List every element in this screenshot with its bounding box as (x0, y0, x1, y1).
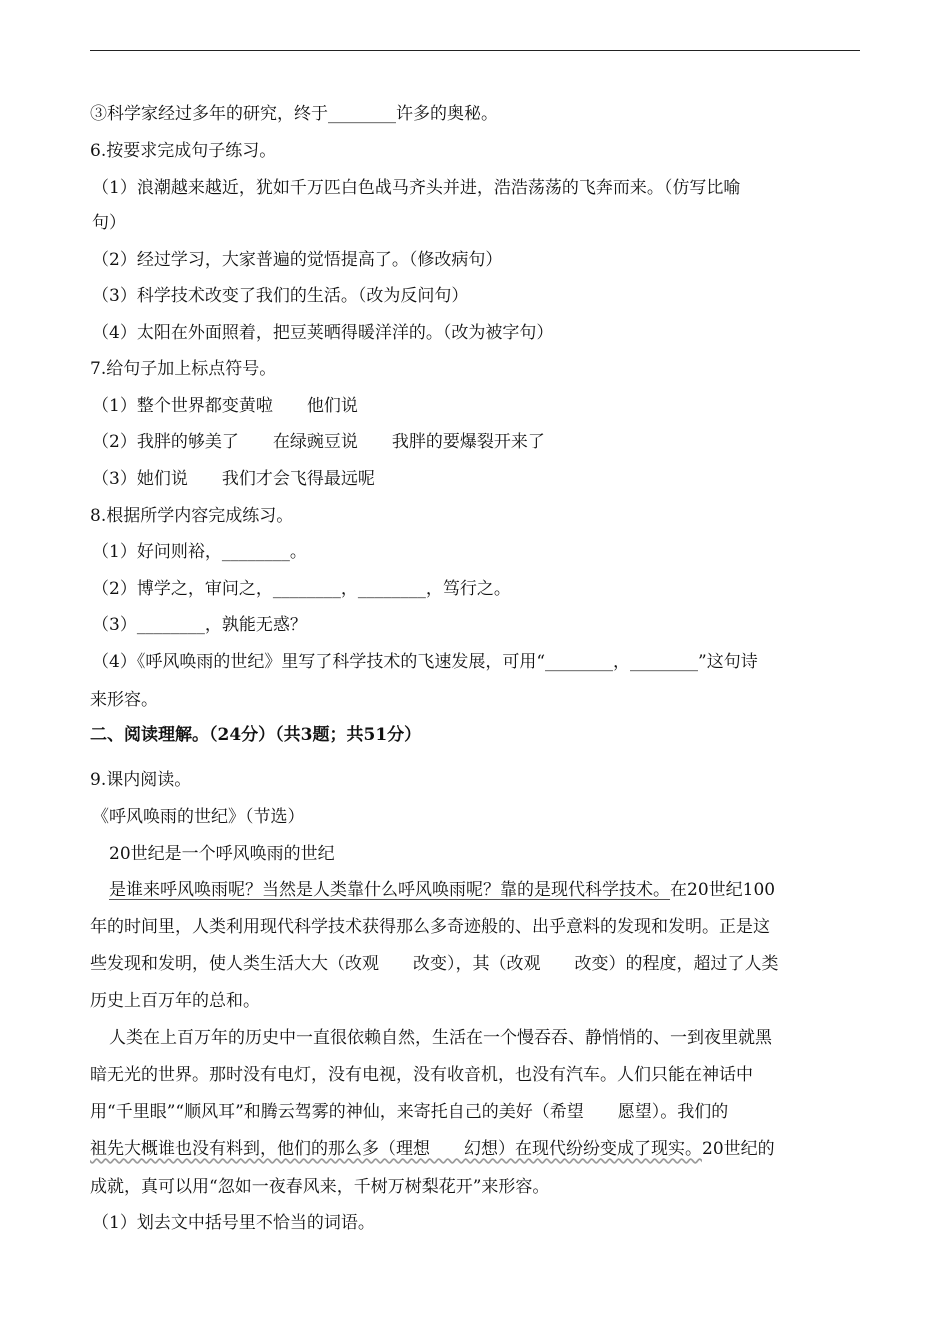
passage-line-5: 人类在上百万年的历史中一直很依赖自然，生活在一个慢吞吞、静悄悄的、一到夜里就黑 (109, 1028, 772, 1048)
question-8-4: （4）《呼风唤雨的世纪》里写了科学技术的飞速发展，可用“________，________”这句诗 (92, 652, 758, 672)
question-8-3: （3）________，孰能无惑？ (92, 615, 307, 635)
passage-source: 《呼风唤雨的世纪》（节选） (92, 807, 305, 827)
underlined-sentence: 是谁来呼风唤雨呢？当然是人类靠什么呼风唤雨呢？靠的是现代科学技术。 (109, 880, 670, 900)
question-6-4: （4）太阳在外面照着，把豆荚晒得暖洋洋的。（改为被字句） (92, 323, 554, 343)
question-9-1: （1）划去文中括号里不恰当的词语。 (92, 1213, 375, 1233)
question-7-1: （1）整个世界都变黄啦 他们说 (92, 396, 358, 416)
question-8-1: （1）好问则裕，________。 (92, 542, 307, 562)
passage-line-2: 年的时间里，人类利用现代科学技术获得那么多奇迹般的、出乎意料的发现和发明。正是这 (90, 917, 770, 937)
question-8-4-cont: 来形容。 (90, 690, 158, 710)
question-6-title: 6.按要求完成句子练习。 (90, 141, 277, 161)
passage-line-7: 用“千里眼”“顺风耳”和腾云驾雾的神仙，来寄托自己的美好（希望 愿望）。我们的 (90, 1102, 729, 1122)
question-6-1-cont: 句） (92, 213, 126, 233)
header-rule (90, 50, 860, 51)
question-6-2: （2）经过学习，大家普遍的觉悟提高了。（修改病句） (92, 250, 503, 270)
question-7-title: 7.给句子加上标点符号。 (90, 359, 277, 379)
question-8-title: 8.根据所学内容完成练习。 (90, 506, 294, 526)
question-7-3: （3）她们说 我们才会飞得最远呢 (92, 469, 375, 489)
passage-line-1: 是谁来呼风唤雨呢？当然是人类靠什么呼风唤雨呢？靠的是现代科学技术。在20世纪100 (109, 880, 776, 900)
passage-line-3: 些发现和发明，使人类生活大大（改观 改变），其（改观 改变）的程度，超过了人类 (90, 954, 779, 974)
question-5-item-3: ③科学家经过多年的研究，终于________许多的奥秘。 (90, 104, 498, 124)
question-6-1: （1）浪潮越来越近，犹如千万匹白色战马齐头并进，浩浩荡荡的飞奔而来。（仿写比喻 (92, 178, 741, 198)
question-8-2: （2）博学之，审问之，________，________，笃行之。 (92, 579, 511, 599)
wavy-sentence: 祖先大概谁也没有料到，他们的那么多（理想 幻想）在现代纷纷变成了现实。 (90, 1139, 702, 1159)
passage-title: 20世纪是一个呼风唤雨的世纪 (109, 844, 335, 864)
passage-line-9: 成就，真可以用“忽如一夜春风来，千树万树梨花开”来形容。 (90, 1177, 550, 1197)
question-9-title: 9.课内阅读。 (90, 770, 192, 790)
question-7-2: （2）我胖的够美了 在绿豌豆说 我胖的要爆裂开来了 (92, 432, 545, 452)
question-6-3: （3）科学技术改变了我们的生活。（改为反问句） (92, 286, 469, 306)
section-2-heading: 二、阅读理解。（24分）（共3题；共51分） (90, 725, 422, 745)
passage-line-8: 祖先大概谁也没有料到，他们的那么多（理想 幻想）在现代纷纷变成了现实。20世纪的 (90, 1139, 775, 1159)
passage-line-4: 历史上百万年的总和。 (90, 991, 260, 1011)
passage-line-6: 暗无光的世界。那时没有电灯，没有电视，没有收音机，也没有汽车。人们只能在神话中 (90, 1065, 753, 1085)
